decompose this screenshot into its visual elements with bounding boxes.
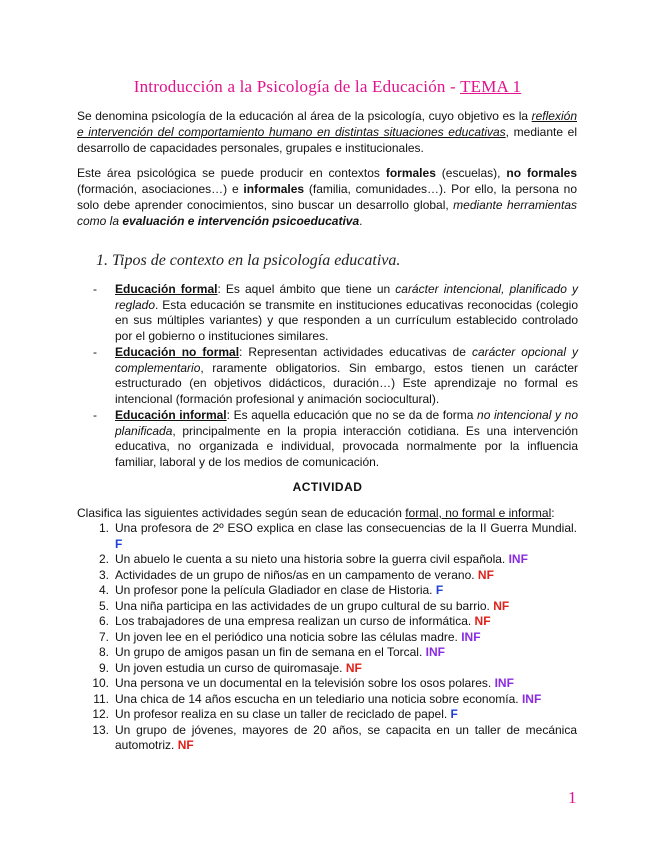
activity-item-number: 9. [98, 660, 109, 675]
activity-item-number: 6. [98, 614, 109, 628]
intro-emphasis: reflexión e intervención del comportamiento humano en distintas situaciones educativas [77, 109, 577, 139]
title-tema: TEMA 1 [460, 77, 522, 96]
item-italic: carácter intencional, planificado y reglado [115, 282, 578, 312]
activity-item-text: Los trabajadores de una empresa realizan un curso de informática. [115, 614, 475, 628]
activity-item-number: 7. [98, 629, 109, 644]
activity-item-number: 5. [98, 598, 109, 613]
activity-item-number: 8. [98, 645, 109, 659]
list-item [93, 408, 578, 470]
intro-text: Se denomina psicología de la educación al área de la psicología, cuyo objetivo es la [77, 109, 532, 123]
dash-bullet: - [93, 408, 97, 422]
activity-item-tag: F [450, 707, 458, 721]
activity-item [77, 645, 577, 661]
activity-title: ACTIVIDAD [292, 480, 363, 494]
activity-intro-text: Clasifica las siguientes actividades según sean de educación [77, 506, 406, 520]
activity-item-tag: INF [494, 676, 514, 690]
activity-intro-underlined: formal, no formal e informal [405, 506, 552, 520]
intro-paragraph [77, 108, 577, 156]
list-item [93, 282, 578, 344]
activity-intro [77, 506, 555, 520]
activity-item [77, 552, 577, 568]
activity-item-number: 3. [98, 567, 109, 582]
term-formal: Educación formal [115, 282, 218, 296]
item-text: , raramente obligatorios. Sin embargo, estos tienen un carácter estructurado (en objetivos didácticos, duración…) Este aprendizaje no formal es intencional (formación profesional y animación sociocultural). [115, 360, 578, 406]
context-bold-formales: formales [385, 166, 436, 180]
list-item [93, 345, 578, 407]
item-text: Es aquel ámbito que tiene un [225, 282, 396, 296]
activity-item-text: Una chica de 14 años escucha en un telediario una noticia sobre economía. [115, 691, 522, 706]
activity-item [77, 692, 577, 708]
page-title [0, 77, 655, 97]
item-italic: carácter opcional y complementario [115, 345, 579, 375]
activity-item-text: Un grupo de jóvenes, mayores de 20 años, se capacita en un taller de mecánica automotriz. [115, 722, 577, 752]
term-colon: : [239, 345, 249, 359]
context-bold-no-formales: no formales [506, 166, 578, 180]
activity-item [77, 568, 577, 584]
activity-item-tag: F [435, 583, 444, 597]
context-text-2: (escuelas), [435, 166, 507, 180]
context-types-list [93, 282, 578, 471]
activity-item-number: 11. [93, 691, 109, 706]
dash-bullet: - [93, 345, 97, 359]
activity-item-text: Un grupo de amigos pasan un fin de semana en el Torcal. [115, 645, 426, 659]
term-colon: : [226, 408, 234, 422]
activity-item [77, 630, 577, 646]
activity-item [77, 583, 577, 599]
activity-item-tag: F [115, 536, 123, 551]
activity-item-number: 10. [92, 676, 109, 690]
item-text: . Esta educación se transmite en instituciones educativas reconocidas (colegio en sus múltiples variantes) y que responden a un currículum establecido controlado por el gobierno o instituciones similares. [115, 297, 578, 343]
activity-item-tag: INF [521, 691, 542, 706]
activity-list [77, 521, 577, 754]
activity-item-number: 4. [98, 583, 109, 597]
activity-item-text: Un joven lee en el periódico una noticia sobre las células madre. [115, 629, 462, 644]
item-italic: no intencional y no planificada [115, 408, 578, 438]
context-text-4: (familia, comunidades…). Por ello, la persona no solo debe aprender conocimientos, sino buscar un desarrollo global, [77, 182, 577, 212]
activity-item-tag: INF [425, 645, 445, 659]
section-heading: 1. Tipos de contexto en la psicología educativa. [96, 252, 401, 269]
title-main: Introducción a la Psicología de la Educación - [133, 77, 461, 96]
activity-item-tag: NF [474, 614, 491, 628]
activity-item-tag: INF [508, 552, 528, 566]
activity-item [77, 599, 577, 615]
activity-item [77, 521, 577, 552]
context-italic: mediante herramientas como la [77, 198, 577, 228]
activity-item [77, 676, 577, 692]
item-text: Es aquella educación que no se da de forma [233, 408, 478, 422]
activity-item-tag: INF [461, 629, 481, 644]
activity-item-tag: NF [493, 598, 510, 613]
activity-item-text: Una niña participa en las actividades de un grupo cultural de su barrio. [115, 598, 494, 613]
activity-item-tag: NF [477, 567, 494, 582]
activity-item-text: Un profesor realiza en su clase un taller de reciclado de papel. [115, 707, 451, 721]
activity-item-text: Un profesor pone la película Gladiador en clase de Historia. [115, 583, 436, 597]
activity-item-number: 13. [92, 722, 109, 737]
activity-item-text: Actividades de un grupo de niños/as en un campamento de verano. [115, 567, 478, 582]
activity-item [77, 707, 577, 723]
activity-item-tag: NF [345, 660, 362, 675]
item-text: , principalmente en la propia interacción cotidiana. Es una intervención educativa, no organizada e individual, provocada normalmente por la influencia familiar, laboral y de los medios de comunicación. [115, 423, 578, 469]
activity-item-text: Una profesora de 2º ESO explica en clase las consecuencias de la II Guerra Mundial. [115, 521, 577, 535]
term-colon: : [217, 282, 226, 296]
context-paragraph [77, 165, 577, 229]
activity-item-number: 1. [98, 521, 109, 535]
activity-item-tag: NF [177, 738, 194, 752]
context-text-1: Este área psicológica se puede producir en contextos [77, 166, 386, 180]
activity-intro-end: : [551, 506, 555, 520]
activity-item [77, 614, 577, 630]
activity-item-number: 2. [98, 552, 109, 566]
activity-item-text: Un joven estudia un curso de quiromasaje. [115, 660, 346, 675]
term-no-formal: Educación no formal [115, 345, 240, 359]
activity-item [77, 723, 577, 754]
activity-item-text: Un abuelo le cuenta a su nieto una historia sobre la guerra civil española. [115, 552, 509, 566]
item-text: Representan actividades educativas de [248, 345, 472, 359]
context-end: . [359, 214, 363, 228]
term-informal: Educación informal [115, 408, 227, 422]
context-bold-italic: evaluación e intervención psicoeducativa [122, 214, 360, 228]
intro-outro: , mediante el desarrollo de capacidades personales, grupales e institucionales. [77, 125, 577, 155]
dash-bullet: - [93, 282, 97, 296]
page-number: 1 [568, 788, 577, 807]
activity-item [77, 661, 577, 677]
context-text-3: (formación, asociaciones…) e [77, 182, 244, 196]
context-bold-informales: informales [243, 182, 305, 196]
activity-item-text: Una persona ve un documental en la televisión sobre los osos polares. [115, 676, 495, 690]
activity-item-number: 12. [92, 707, 109, 721]
